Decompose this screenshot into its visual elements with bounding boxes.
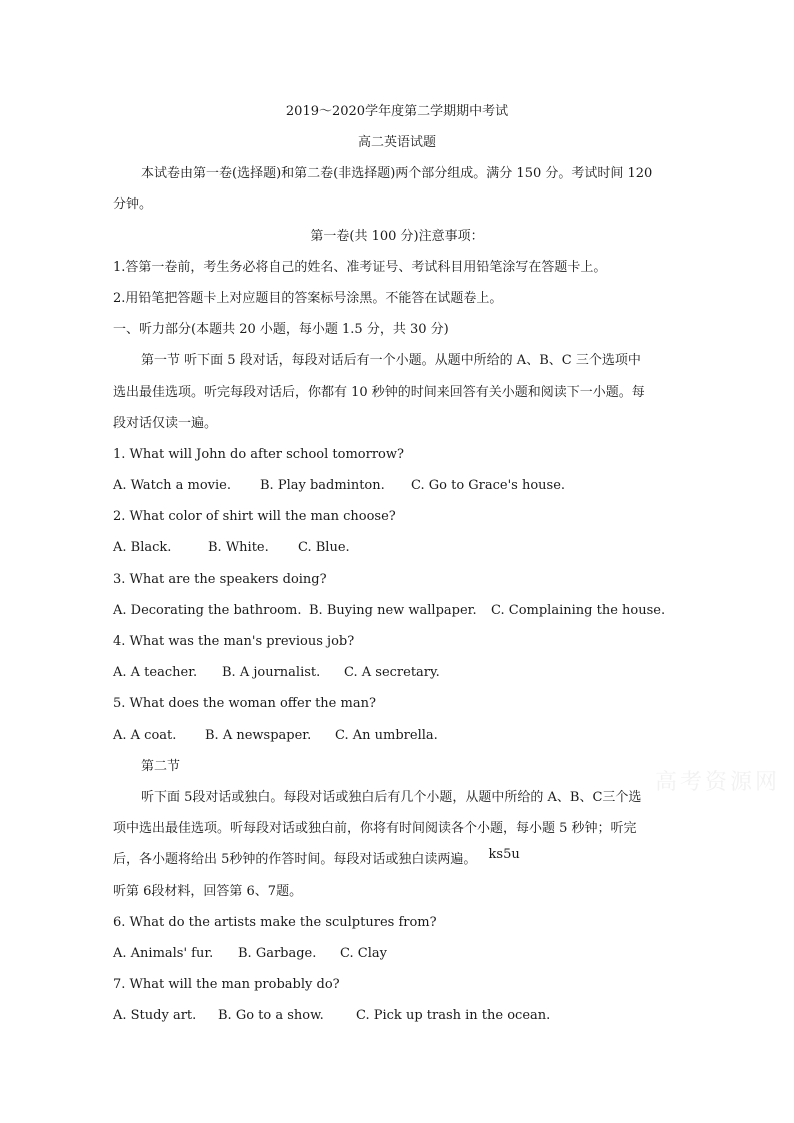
question-text: 1. What will John do after school tomorrow? [113, 447, 404, 462]
section1-line-1: 第一节 听下面 5 段对话，每段对话后有一个小题。从题中所给的 A、B、C 三个选项中 [141, 353, 641, 368]
option-a: A. A coat. [113, 728, 177, 743]
note-2: 2.用铅笔把答题卡上对应题目的答案标号涂黑。不能答在试题卷上。 [113, 291, 503, 306]
option-c: C. An umbrella. [335, 728, 438, 743]
option-a: A. Animals' fur. [113, 946, 214, 961]
section2-heading: 第二节 [141, 759, 181, 774]
option-a: A. A teacher. [113, 665, 198, 680]
section2-line-1: 听下面 5段对话或独白。每段对话或独白后有几个小题，从题中所给的 A、B、C三个选 [141, 790, 642, 805]
question-text: 7. What will the man probably do? [113, 977, 340, 992]
question-text: 2. What color of shirt will the man choose? [113, 509, 396, 524]
option-c: C. Blue. [298, 540, 350, 555]
option-b: B. Go to a show. [218, 1008, 324, 1023]
option-c: C. Pick up trash in the ocean. [356, 1008, 551, 1023]
option-b: B. Garbage. [238, 946, 317, 961]
option-b: B. Play badminton. [260, 478, 385, 493]
option-c: C. Clay [340, 946, 387, 961]
section2-line-2: 项中选出最佳选项。听每段对话或独白前，你将有时间阅读各个小题，每小题 5 秒钟；听完 [113, 821, 637, 836]
exam-title: 2019～2020学年度第二学期期中考试 [285, 104, 509, 119]
option-b: B. A newspaper. [205, 728, 312, 743]
watermark: 高考资源网 [655, 770, 781, 795]
note-1: 1.答第一卷前，考生务必将自己的姓名、准考证号、考试科目用铅笔涂写在答题卡上。 [113, 260, 607, 275]
option-a: A. Decorating the bathroom. [113, 603, 302, 618]
question-text: 5. What does the woman offer the man? [113, 696, 376, 711]
exam-subtitle: 高二英语试题 [357, 135, 436, 150]
intro-line-2: 分钟。 [113, 197, 153, 212]
option-a: A. Black. [113, 540, 172, 555]
question-text: 6. What do the artists make the sculptures from? [113, 915, 437, 930]
option-a: A. Study art. [113, 1008, 197, 1023]
option-c: C. Complaining the house. [491, 603, 666, 618]
part1-heading: 第一卷(共 100 分)注意事项： [310, 229, 484, 244]
option-b: B. Buying new wallpaper. [309, 603, 477, 618]
option-b: B. White. [208, 540, 269, 555]
option-a: A. Watch a movie. [113, 478, 232, 493]
section2-line-3 [113, 847, 520, 869]
section2-line-3-text: 后，各小题将给出 5秒钟的作答时间。每段对话或独白读两遍。 [113, 852, 477, 867]
material-instruction: 听第 6段材料，回答第 6、7题。 [113, 884, 303, 899]
listening-title: 一、听力部分(本题共 20 小题，每小题 1.5 分，共 30 分) [113, 322, 449, 337]
option-c: C. Go to Grace's house. [411, 478, 566, 493]
section1-line-2: 选出最佳选项。听完每段对话后，你都有 10 秒钟的时间来回答有关小题和阅读下一小题。每 [113, 385, 645, 400]
question-text: 4. What was the man's previous job? [113, 634, 355, 649]
intro-line-1: 本试卷由第一卷(选择题)和第二卷(非选择题)两个部分组成。满分 150 分。考试时间 120 [141, 166, 653, 181]
question-text: 3. What are the speakers doing? [113, 572, 327, 587]
source-mark: ks5u [488, 847, 520, 862]
section1-line-3: 段对话仅读一遍。 [113, 416, 218, 431]
option-c: C. A secretary. [344, 665, 440, 680]
option-b: B. A journalist. [222, 665, 321, 680]
